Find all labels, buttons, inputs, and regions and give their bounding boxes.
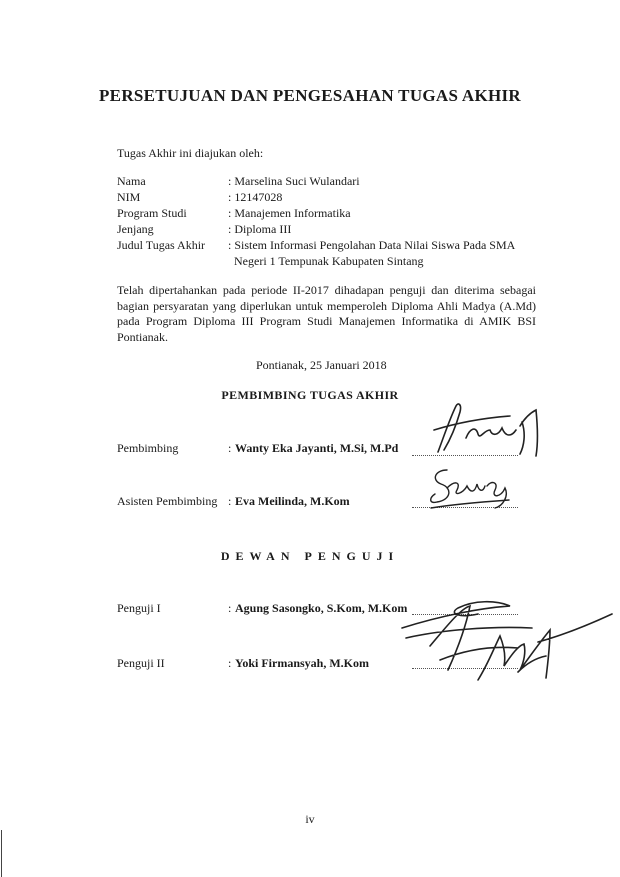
value-nama: : Marselina Suci Wulandari — [228, 174, 360, 188]
value-nim: : 12147028 — [228, 190, 283, 204]
value-judul: : Sistem Informasi Pengolahan Data Nilai Siswa Pada SMA — [228, 238, 516, 252]
colon-asisten-pembimbing: : — [228, 494, 232, 508]
value-program-studi: : Manajemen Informatika — [228, 206, 351, 220]
signature-asisten-pembimbing — [425, 464, 515, 514]
value-judul-line2: Negeri 1 Tempunak Kabupaten Sintang — [234, 254, 424, 268]
page-number: iv — [305, 812, 315, 826]
label-nama: Nama — [117, 174, 146, 188]
supervisors-heading: PEMBIMBING TUGAS AKHIR — [221, 388, 399, 402]
examiners-heading: DEWAN PENGUJI — [220, 549, 400, 563]
signature-penguji — [400, 586, 615, 696]
label-pembimbing: Pembimbing — [117, 441, 179, 455]
name-pembimbing: Wanty Eka Jayanti, M.Si, M.Pd — [235, 441, 399, 455]
statement-paragraph: Telah dipertahankan pada periode II-2017 dihadapan penguji dan diterima sebagai bagian persyaratan yang diperlukan untuk memperoleh Diploma Ahli Madya (A.Md) pada Program Diploma III Program Studi Manajemen Informatika di AMIK BSI Pontianak. — [117, 283, 536, 345]
label-jenjang: Jenjang — [117, 222, 154, 236]
document-title: PERSETUJUAN DAN PENGESAHAN TUGAS AKHIR — [99, 86, 521, 105]
scan-edge — [1, 830, 2, 877]
name-penguji-2: Yoki Firmansyah, M.Kom — [235, 656, 370, 670]
label-nim: NIM — [117, 190, 141, 204]
signature-pembimbing — [420, 400, 550, 460]
name-asisten-pembimbing: Eva Meilinda, M.Kom — [235, 494, 350, 508]
label-judul: Judul Tugas Akhir — [117, 238, 206, 252]
label-asisten-pembimbing: Asisten Pembimbing — [117, 494, 218, 508]
name-penguji-1: Agung Sasongko, S.Kom, M.Kom — [235, 601, 408, 615]
colon-pembimbing: : — [228, 441, 232, 455]
place-date: Pontianak, 25 Januari 2018 — [256, 358, 387, 372]
label-penguji-2: Penguji II — [117, 656, 165, 670]
label-penguji-1: Penguji I — [117, 601, 161, 615]
colon-penguji-2: : — [228, 656, 232, 670]
label-program-studi: Program Studi — [117, 206, 187, 220]
value-jenjang: : Diploma III — [228, 222, 292, 236]
intro-text: Tugas Akhir ini diajukan oleh: — [117, 146, 264, 160]
colon-penguji-1: : — [228, 601, 232, 615]
